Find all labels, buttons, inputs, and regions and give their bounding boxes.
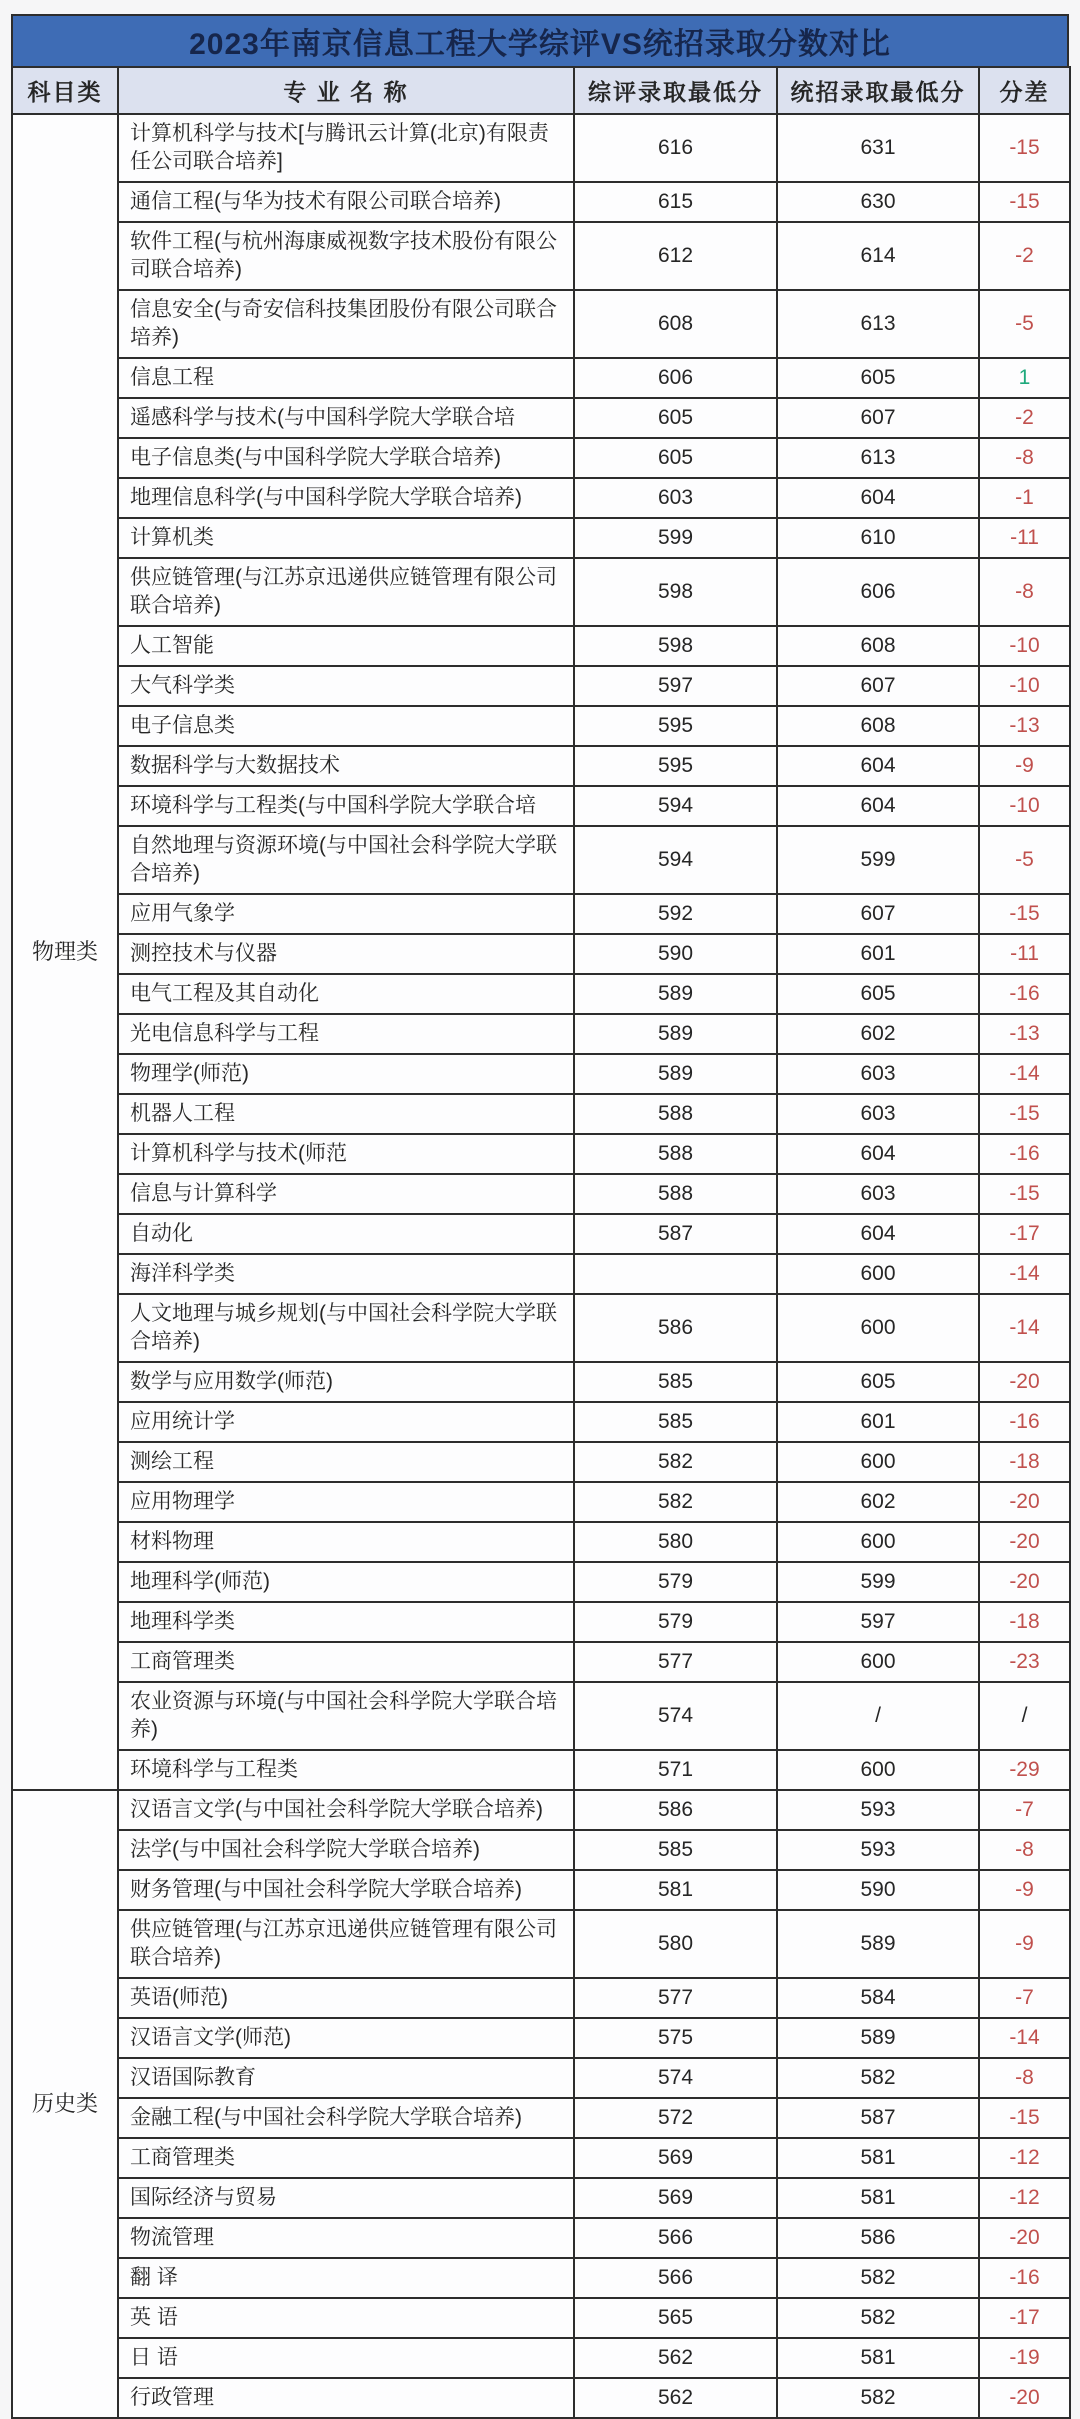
score-diff-cell: -20 [979, 1482, 1070, 1522]
major-name-cell: 地理科学(师范) [118, 1562, 574, 1602]
major-name-cell: 应用物理学 [118, 1482, 574, 1522]
major-name-cell: 物流管理 [118, 2218, 574, 2258]
table-row [12, 706, 1070, 746]
score-diff-cell: -8 [979, 2058, 1070, 2098]
table-row [12, 2058, 1070, 2098]
table-row [12, 290, 1070, 358]
major-name-cell: 计算机类 [118, 518, 574, 558]
comprehensive-score-cell: 582 [574, 1482, 777, 1522]
comprehensive-score-cell: 586 [574, 1790, 777, 1830]
table-row [12, 2378, 1070, 2418]
table-row [12, 1790, 1070, 1830]
score-diff-cell: -15 [979, 182, 1070, 222]
unified-score-cell: 610 [777, 518, 979, 558]
unified-score-cell: 593 [777, 1790, 979, 1830]
unified-score-cell: 606 [777, 558, 979, 626]
unified-score-cell: 604 [777, 478, 979, 518]
comprehensive-score-cell: 599 [574, 518, 777, 558]
table-row [12, 1830, 1070, 1870]
comprehensive-score-cell: 572 [574, 2098, 777, 2138]
score-diff-cell: -16 [979, 2258, 1070, 2298]
comprehensive-score-cell: 592 [574, 894, 777, 934]
comprehensive-score-cell: 566 [574, 2258, 777, 2298]
score-diff-cell: -17 [979, 1214, 1070, 1254]
comprehensive-score-cell: 581 [574, 1870, 777, 1910]
unified-score-cell: 599 [777, 1562, 979, 1602]
score-diff-cell: -20 [979, 1362, 1070, 1402]
major-name-cell: 机器人工程 [118, 1094, 574, 1134]
unified-score-cell: 589 [777, 2018, 979, 2058]
major-name-cell: 计算机科学与技术(师范 [118, 1134, 574, 1174]
unified-score-cell: 600 [777, 1642, 979, 1682]
score-diff-cell: -18 [979, 1602, 1070, 1642]
comprehensive-score-cell: 569 [574, 2138, 777, 2178]
score-diff-cell: -15 [979, 2098, 1070, 2138]
table-row [12, 1910, 1070, 1978]
major-name-cell: 法学(与中国社会科学院大学联合培养) [118, 1830, 574, 1870]
unified-score-cell: 605 [777, 358, 979, 398]
unified-score-cell: 582 [777, 2058, 979, 2098]
table-row [12, 1174, 1070, 1214]
table-row [12, 1562, 1070, 1602]
comprehensive-score-cell: 579 [574, 1562, 777, 1602]
major-name-cell: 工商管理类 [118, 1642, 574, 1682]
table-row [12, 746, 1070, 786]
comprehensive-score-cell: 594 [574, 826, 777, 894]
major-name-cell: 人文地理与城乡规划(与中国社会科学院大学联合培养) [118, 1294, 574, 1362]
score-diff-cell: -15 [979, 1174, 1070, 1214]
comprehensive-score-cell: 612 [574, 222, 777, 290]
comprehensive-score-cell: 585 [574, 1830, 777, 1870]
table-row [12, 518, 1070, 558]
table-row [12, 478, 1070, 518]
major-name-cell: 应用统计学 [118, 1402, 574, 1442]
score-diff-cell: -10 [979, 666, 1070, 706]
major-name-cell: 日 语 [118, 2338, 574, 2378]
major-name-cell: 人工智能 [118, 626, 574, 666]
header-major-name: 专 业 名 称 [118, 67, 574, 114]
table-row [12, 2178, 1070, 2218]
table-row [12, 2298, 1070, 2338]
comprehensive-score-cell: 571 [574, 1750, 777, 1790]
comprehensive-score-cell: 605 [574, 398, 777, 438]
table-row [12, 358, 1070, 398]
score-diff-cell: -20 [979, 2378, 1070, 2418]
major-name-cell: 应用气象学 [118, 894, 574, 934]
comprehensive-score-cell: 580 [574, 1522, 777, 1562]
table-row [12, 1294, 1070, 1362]
unified-score-cell: 613 [777, 438, 979, 478]
unified-score-cell: 597 [777, 1602, 979, 1642]
major-name-cell: 工商管理类 [118, 2138, 574, 2178]
unified-score-cell: 600 [777, 1750, 979, 1790]
table-row [12, 826, 1070, 894]
unified-score-cell: 608 [777, 626, 979, 666]
comprehensive-score-cell: 577 [574, 1978, 777, 2018]
unified-score-cell: 605 [777, 1362, 979, 1402]
table-row [12, 1362, 1070, 1402]
unified-score-cell: 581 [777, 2338, 979, 2378]
score-diff-cell: -7 [979, 1978, 1070, 2018]
table-body [12, 114, 1070, 2418]
score-diff-cell: -9 [979, 1910, 1070, 1978]
major-name-cell: 电子信息类(与中国科学院大学联合培养) [118, 438, 574, 478]
table-row [12, 786, 1070, 826]
unified-score-cell: 599 [777, 826, 979, 894]
comprehensive-score-cell: 595 [574, 706, 777, 746]
unified-score-cell: 582 [777, 2378, 979, 2418]
major-name-cell: 自动化 [118, 1214, 574, 1254]
score-diff-cell: -18 [979, 1442, 1070, 1482]
major-name-cell: 材料物理 [118, 1522, 574, 1562]
score-diff-cell: -7 [979, 1790, 1070, 1830]
comprehensive-score-cell: 608 [574, 290, 777, 358]
comprehensive-score-cell: 562 [574, 2378, 777, 2418]
header-unified-min-score: 统招录取最低分 [777, 67, 979, 114]
unified-score-cell: 581 [777, 2178, 979, 2218]
unified-score-cell: 600 [777, 1294, 979, 1362]
table-row [12, 626, 1070, 666]
unified-score-cell: 630 [777, 182, 979, 222]
table-row [12, 974, 1070, 1014]
major-name-cell: 翻 译 [118, 2258, 574, 2298]
comprehensive-score-cell: 589 [574, 1054, 777, 1094]
score-diff-cell: -8 [979, 438, 1070, 478]
comprehensive-score-cell: 587 [574, 1214, 777, 1254]
score-diff-cell: -17 [979, 2298, 1070, 2338]
comprehensive-score-cell: 590 [574, 934, 777, 974]
score-diff-cell: -9 [979, 746, 1070, 786]
unified-score-cell: 581 [777, 2138, 979, 2178]
unified-score-cell: 605 [777, 974, 979, 1014]
comprehensive-score-cell: 588 [574, 1134, 777, 1174]
unified-score-cell: 590 [777, 1870, 979, 1910]
score-diff-cell: -13 [979, 1014, 1070, 1054]
major-name-cell: 电子信息类 [118, 706, 574, 746]
major-name-cell: 财务管理(与中国社会科学院大学联合培养) [118, 1870, 574, 1910]
major-name-cell: 计算机科学与技术[与腾讯云计算(北京)有限责任公司联合培养] [118, 114, 574, 182]
table-row [12, 894, 1070, 934]
score-diff-cell: -11 [979, 934, 1070, 974]
score-diff-cell: -29 [979, 1750, 1070, 1790]
score-diff-cell: -16 [979, 1134, 1070, 1174]
table-row [12, 1094, 1070, 1134]
comprehensive-score-cell: 603 [574, 478, 777, 518]
header-score-diff: 分差 [979, 67, 1070, 114]
major-name-cell: 遥感科学与技术(与中国科学院大学联合培 [118, 398, 574, 438]
unified-score-cell: 608 [777, 706, 979, 746]
table-row [12, 2138, 1070, 2178]
unified-score-cell: 603 [777, 1054, 979, 1094]
table-row [12, 1054, 1070, 1094]
unified-score-cell: / [777, 1682, 979, 1750]
major-name-cell: 国际经济与贸易 [118, 2178, 574, 2218]
unified-score-cell: 604 [777, 1134, 979, 1174]
score-diff-cell: -19 [979, 2338, 1070, 2378]
major-name-cell: 自然地理与资源环境(与中国社会科学院大学联合培养) [118, 826, 574, 894]
score-diff-cell: -8 [979, 558, 1070, 626]
score-diff-cell: -15 [979, 1094, 1070, 1134]
comprehensive-score-cell: 594 [574, 786, 777, 826]
unified-score-cell: 604 [777, 1214, 979, 1254]
comprehensive-score-cell: 598 [574, 626, 777, 666]
score-diff-cell: -8 [979, 1830, 1070, 1870]
score-diff-cell: -11 [979, 518, 1070, 558]
comprehensive-score-cell [574, 1254, 777, 1294]
major-name-cell: 金融工程(与中国社会科学院大学联合培养) [118, 2098, 574, 2138]
major-name-cell: 汉语国际教育 [118, 2058, 574, 2098]
comprehensive-score-cell: 588 [574, 1174, 777, 1214]
unified-score-cell: 593 [777, 1830, 979, 1870]
comprehensive-score-cell: 598 [574, 558, 777, 626]
major-name-cell: 供应链管理(与江苏京迅递供应链管理有限公司联合培养) [118, 558, 574, 626]
major-name-cell: 供应链管理(与江苏京迅递供应链管理有限公司联合培养) [118, 1910, 574, 1978]
unified-score-cell: 587 [777, 2098, 979, 2138]
comprehensive-score-cell: 580 [574, 1910, 777, 1978]
page-title: 2023年南京信息工程大学综评VS统招录取分数对比 [11, 14, 1069, 66]
comprehensive-score-cell: 569 [574, 2178, 777, 2218]
comprehensive-score-cell: 597 [574, 666, 777, 706]
score-diff-cell: -20 [979, 1522, 1070, 1562]
table-row [12, 1978, 1070, 2018]
header-subject-category: 科目类 [12, 67, 118, 114]
major-name-cell: 数据科学与大数据技术 [118, 746, 574, 786]
comprehensive-score-cell: 606 [574, 358, 777, 398]
comprehensive-score-cell: 616 [574, 114, 777, 182]
unified-score-cell: 582 [777, 2258, 979, 2298]
unified-score-cell: 584 [777, 1978, 979, 2018]
major-name-cell: 农业资源与环境(与中国社会科学院大学联合培养) [118, 1682, 574, 1750]
unified-score-cell: 586 [777, 2218, 979, 2258]
table-row [12, 2218, 1070, 2258]
score-diff-cell: -14 [979, 2018, 1070, 2058]
score-diff-cell: -10 [979, 626, 1070, 666]
score-diff-cell: -23 [979, 1642, 1070, 1682]
comprehensive-score-cell: 589 [574, 974, 777, 1014]
unified-score-cell: 601 [777, 934, 979, 974]
major-name-cell: 环境科学与工程类 [118, 1750, 574, 1790]
major-name-cell: 光电信息科学与工程 [118, 1014, 574, 1054]
major-name-cell: 数学与应用数学(师范) [118, 1362, 574, 1402]
table-row [12, 934, 1070, 974]
unified-score-cell: 614 [777, 222, 979, 290]
comprehensive-score-cell: 574 [574, 2058, 777, 2098]
score-diff-cell: -10 [979, 786, 1070, 826]
score-diff-cell: -20 [979, 2218, 1070, 2258]
header-comprehensive-min-score: 综评录取最低分 [574, 67, 777, 114]
table-row [12, 666, 1070, 706]
major-name-cell: 测绘工程 [118, 1442, 574, 1482]
score-diff-cell: -15 [979, 894, 1070, 934]
major-name-cell: 英语(师范) [118, 1978, 574, 2018]
unified-score-cell: 604 [777, 746, 979, 786]
score-diff-cell: -12 [979, 2138, 1070, 2178]
score-diff-cell: -14 [979, 1254, 1070, 1294]
major-name-cell: 地理信息科学(与中国科学院大学联合培养) [118, 478, 574, 518]
comprehensive-score-cell: 605 [574, 438, 777, 478]
unified-score-cell: 607 [777, 666, 979, 706]
comprehensive-score-cell: 574 [574, 1682, 777, 1750]
score-diff-cell: -16 [979, 974, 1070, 1014]
unified-score-cell: 607 [777, 398, 979, 438]
table-row [12, 1522, 1070, 1562]
comprehensive-score-cell: 585 [574, 1402, 777, 1442]
major-name-cell: 信息安全(与奇安信科技集团股份有限公司联合培养) [118, 290, 574, 358]
score-diff-cell: 1 [979, 358, 1070, 398]
score-diff-cell: -2 [979, 222, 1070, 290]
score-diff-cell: -5 [979, 826, 1070, 894]
table-row [12, 1870, 1070, 1910]
major-name-cell: 汉语言文学(师范) [118, 2018, 574, 2058]
score-diff-cell: / [979, 1682, 1070, 1750]
comprehensive-score-cell: 565 [574, 2298, 777, 2338]
major-name-cell: 电气工程及其自动化 [118, 974, 574, 1014]
table-row [12, 1014, 1070, 1054]
major-name-cell: 信息与计算科学 [118, 1174, 574, 1214]
major-name-cell: 软件工程(与杭州海康威视数字技术股份有限公司联合培养) [118, 222, 574, 290]
table-row [12, 2258, 1070, 2298]
score-diff-cell: -13 [979, 706, 1070, 746]
major-name-cell: 汉语言文学(与中国社会科学院大学联合培养) [118, 1790, 574, 1830]
unified-score-cell: 602 [777, 1482, 979, 1522]
table-row [12, 1642, 1070, 1682]
major-name-cell: 信息工程 [118, 358, 574, 398]
score-diff-cell: -15 [979, 114, 1070, 182]
comprehensive-score-cell: 579 [574, 1602, 777, 1642]
comprehensive-score-cell: 582 [574, 1442, 777, 1482]
table-row [12, 398, 1070, 438]
comprehensive-score-cell: 566 [574, 2218, 777, 2258]
major-name-cell: 通信工程(与华为技术有限公司联合培养) [118, 182, 574, 222]
score-diff-cell: -20 [979, 1562, 1070, 1602]
comprehensive-score-cell: 589 [574, 1014, 777, 1054]
unified-score-cell: 582 [777, 2298, 979, 2338]
comprehensive-score-cell: 615 [574, 182, 777, 222]
comprehensive-score-cell: 588 [574, 1094, 777, 1134]
unified-score-cell: 607 [777, 894, 979, 934]
unified-score-cell: 603 [777, 1094, 979, 1134]
major-name-cell: 大气科学类 [118, 666, 574, 706]
major-name-cell: 英 语 [118, 2298, 574, 2338]
table-row [12, 558, 1070, 626]
major-name-cell: 环境科学与工程类(与中国科学院大学联合培 [118, 786, 574, 826]
table-row [12, 1402, 1070, 1442]
table-row [12, 2018, 1070, 2058]
score-diff-cell: -9 [979, 1870, 1070, 1910]
unified-score-cell: 589 [777, 1910, 979, 1978]
score-comparison-sheet [11, 14, 1069, 2419]
major-name-cell: 物理学(师范) [118, 1054, 574, 1094]
unified-score-cell: 603 [777, 1174, 979, 1214]
score-diff-cell: -1 [979, 478, 1070, 518]
unified-score-cell: 600 [777, 1442, 979, 1482]
score-diff-cell: -2 [979, 398, 1070, 438]
comprehensive-score-cell: 575 [574, 2018, 777, 2058]
unified-score-cell: 604 [777, 786, 979, 826]
comprehensive-score-cell: 586 [574, 1294, 777, 1362]
score-diff-cell: -5 [979, 290, 1070, 358]
major-name-cell: 行政管理 [118, 2378, 574, 2418]
table-row [12, 1134, 1070, 1174]
major-name-cell: 地理科学类 [118, 1602, 574, 1642]
comprehensive-score-cell: 585 [574, 1362, 777, 1402]
unified-score-cell: 602 [777, 1014, 979, 1054]
unified-score-cell: 600 [777, 1522, 979, 1562]
table-row [12, 114, 1070, 182]
score-diff-cell: -14 [979, 1294, 1070, 1362]
table-row [12, 1254, 1070, 1294]
unified-score-cell: 631 [777, 114, 979, 182]
scores-table [11, 66, 1071, 2419]
table-row [12, 182, 1070, 222]
table-row [12, 1682, 1070, 1750]
category-cell: 物理类 [12, 114, 118, 1790]
category-cell: 历史类 [12, 1790, 118, 2418]
unified-score-cell: 600 [777, 1254, 979, 1294]
table-row [12, 1602, 1070, 1642]
table-row [12, 2338, 1070, 2378]
score-diff-cell: -16 [979, 1402, 1070, 1442]
table-row [12, 438, 1070, 478]
table-header-row [12, 67, 1070, 114]
comprehensive-score-cell: 562 [574, 2338, 777, 2378]
unified-score-cell: 601 [777, 1402, 979, 1442]
table-row [12, 222, 1070, 290]
comprehensive-score-cell: 577 [574, 1642, 777, 1682]
unified-score-cell: 613 [777, 290, 979, 358]
table-row [12, 1750, 1070, 1790]
score-diff-cell: -12 [979, 2178, 1070, 2218]
table-row [12, 2098, 1070, 2138]
table-row [12, 1214, 1070, 1254]
major-name-cell: 海洋科学类 [118, 1254, 574, 1294]
table-row [12, 1442, 1070, 1482]
major-name-cell: 测控技术与仪器 [118, 934, 574, 974]
table-row [12, 1482, 1070, 1522]
score-diff-cell: -14 [979, 1054, 1070, 1094]
comprehensive-score-cell: 595 [574, 746, 777, 786]
